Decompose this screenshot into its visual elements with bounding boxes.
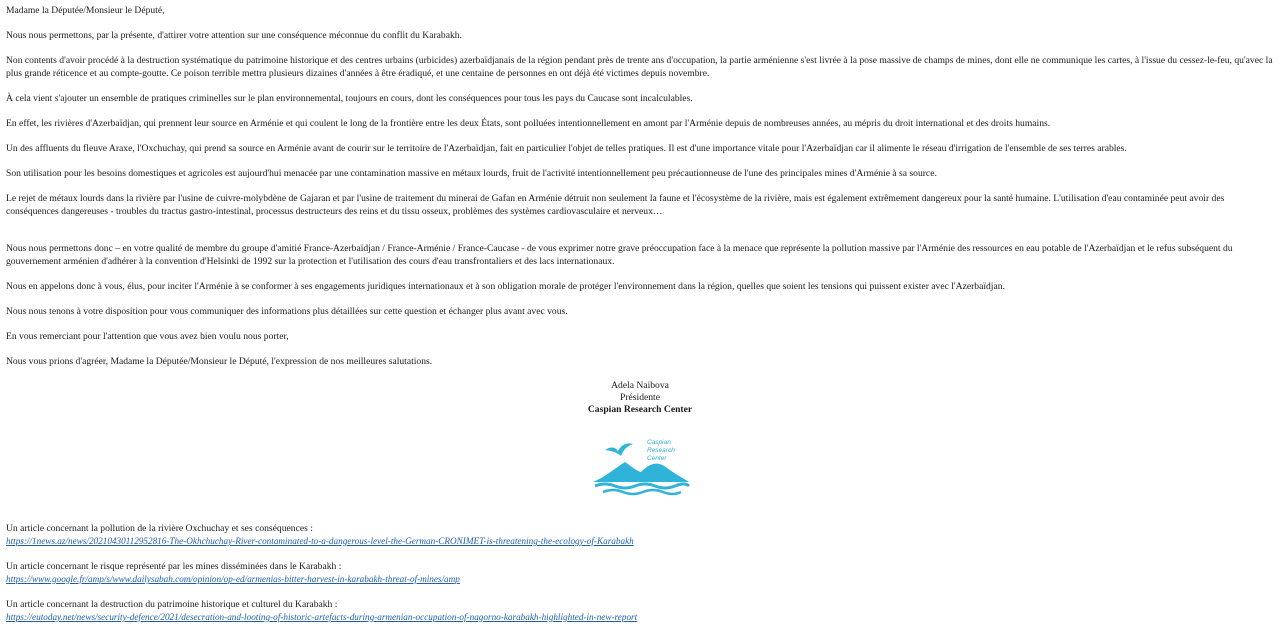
paragraph-appeal: Nous en appelons donc à vous, élus, pour inciter l'Arménie à se conformer à ses engagements juridiques internationaux et à son obligation morale de protéger l'environnement dans la région, quelles que soient les tensions qui puissent exister avec l'Azerbaïdjan. xyxy=(6,281,1005,292)
paragraph-rivers: En effet, les rivières d'Azerbaïdjan, qui prennent leur source en Arménie et qui coulent le long de la frontière entre les deux États, sont polluées intentionnellement en amont par l'Arménie depuis de nombreuses années, au mépris du droit international et des droits humains. xyxy=(6,118,1051,129)
paragraph-thanks: En vous remerciant pour l'attention que vous avez bien voulu nous porter, xyxy=(6,331,289,342)
article-label: Un article concernant la pollution de la rivière Oxchuchay et ses conséquences : xyxy=(6,523,313,534)
article-list xyxy=(6,522,1274,624)
logo-text-line: Research xyxy=(647,447,675,454)
logo-text-line: Caspian xyxy=(647,439,671,446)
article-link[interactable]: https://eutoday.net/news/security-defence/2021/desecration-and-looting-of-historic-artefacts-during-armenian-occupation-of-nagorno-karabakh-highlighted-in-new-report xyxy=(6,612,638,622)
signature-block xyxy=(6,380,1274,496)
paragraph-contamination: Son utilisation pour les besoins domestiques et agricoles est aujourd'hui menacée par une contamination massive en métaux lourds, fruit de l'activité intentionnellement peu précautionneuse de l'une des principales mines d'Arménie à sa source. xyxy=(6,168,937,179)
mountains-icon xyxy=(593,462,689,482)
caspian-research-center-logo xyxy=(585,432,695,496)
paragraph-request: Nous nous permettons donc – en votre qualité de membre du groupe d'amitié France-Azerbaïdjan / France-Arménie / France-Caucase - de vous exprimer notre grave préoccupation face à la menace que représente la pollution massive par l'Arménie des ressources en eau potable de l'Azerbaïdjan et le refus subséquent du gouvernement arménien d'adhérer à la convention d'Helsinki de 1992 sur la protection et l'utilisation des cours d'eau transfrontaliers et des lacs internationaux. xyxy=(6,243,1233,267)
signatory-role: Présidente xyxy=(620,392,660,403)
article-item xyxy=(6,560,1274,586)
article-item xyxy=(6,522,1274,548)
article-item xyxy=(6,598,1274,624)
paragraph-heavy-metals: Le rejet de métaux lourds dans la rivière par l'usine de cuivre-molybdène de Gajaran et par l'usine de traitement du minerai de Gafan en Arménie détruit non seulement la faune et l'écosystème de la rivière, mais est également extrêmement dangereux pour la santé humaine. L'utilisation d'eau contaminée peut avoir des conséquences dangereuses - troubles du tractus gastro-intestinal, processus destructeurs des reins et du tissu osseux, problèmes des systèmes cardiovasculaire et nerveux… xyxy=(6,193,1225,217)
article-link[interactable]: https://www.google.fr/amp/s/www.dailysabah.com/opinion/op-ed/armenias-bitter-harvest-in-karabakh-threat-of-mines/amp xyxy=(6,574,460,584)
bird-icon xyxy=(605,443,633,456)
paragraph-availability: Nous nous tenons à votre disposition pour vous communiquer des informations plus détaillées sur cette question et échanger plus avant avec vous. xyxy=(6,306,568,317)
paragraph-environment: À cela vient s'ajouter un ensemble de pratiques criminelles sur le plan environnemental, toujours en cours, dont les conséquences pour tous les pays du Caucase sont incalculables. xyxy=(6,93,693,104)
paragraph-mines: Non contents d'avoir procédé à la destruction systématique du patrimoine historique et des centres urbains (urbicides) azerbaïdjanais de la région pendant près de trente ans d'occupation, la partie arménienne s'est livrée à la pose massive de champs de mines, dont elle ne communique les cartes, à l'issue du cessez-le-feu, qu'avec la plus grande réticence et au compte-goutte. Ce poison terrible mettra plusieurs dizaines d'années à être éradiqué, et une centaine de personnes en ont déjà été victimes depuis novembre. xyxy=(6,55,1273,79)
logo-text-line: Center xyxy=(647,455,667,462)
wave-icon xyxy=(603,490,681,494)
paragraph-intro: Nous nous permettons, par la présente, d'attirer votre attention sur une conséquence méconnue du conflit du Karabakh. xyxy=(6,30,462,41)
signatory-name: Adela Naibova xyxy=(611,380,669,391)
paragraph-oxchuchay: Un des affluents du fleuve Araxe, l'Oxchuchay, qui prend sa source en Arménie avant de courir sur le territoire de l'Azerbaïdjan, fait en particulier l'objet de telles pratiques. Il est d'une importance vitale pour l'Azerbaïdjan car il alimente le réseau d'irrigation de l'ensemble de ses terres arables. xyxy=(6,143,1127,154)
wave-icon xyxy=(595,484,689,488)
greeting: Madame la Députée/Monsieur le Député, xyxy=(6,5,165,16)
paragraph-closing: Nous vous prions d'agréer, Madame la Députée/Monsieur le Député, l'expression de nos meilleures salutations. xyxy=(6,356,433,367)
article-label: Un article concernant le risque représenté par les mines disséminées dans le Karabakh : xyxy=(6,561,342,572)
article-label: Un article concernant la destruction du patrimoine historique et culturel du Karabakh : xyxy=(6,599,338,610)
article-link[interactable]: https://1news.az/news/20210430112952816-The-Okhchuchay-River-contaminated-to-a-dangerous-level-the-German-CRONIMET-is-threatening-the-ecology-of-Karabakh xyxy=(6,536,634,546)
organization-name: Caspian Research Center xyxy=(587,404,693,415)
